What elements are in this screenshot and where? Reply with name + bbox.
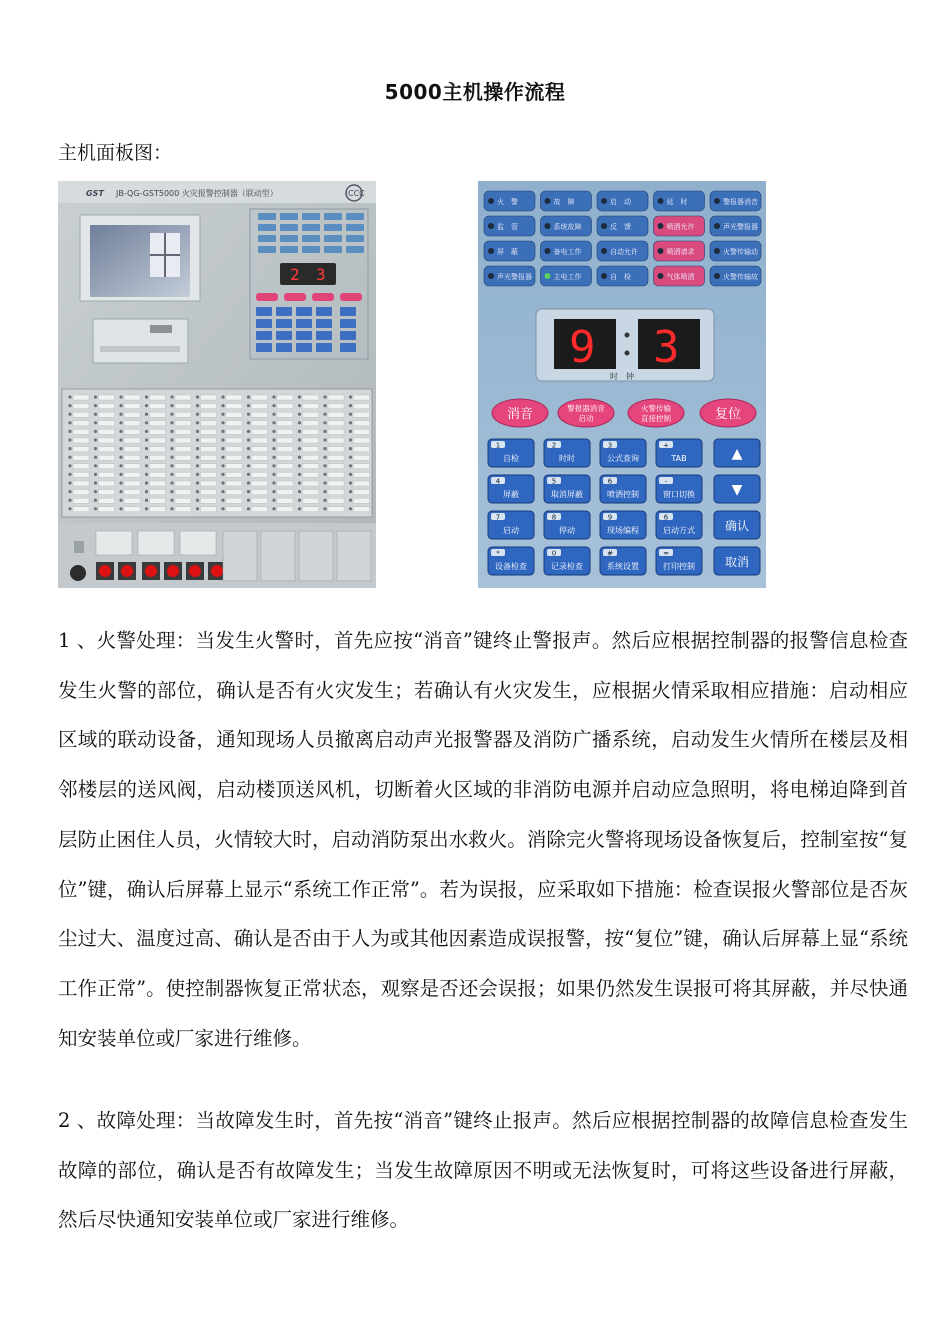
function-red-button[interactable] [492, 399, 548, 427]
svg-text:9: 9 [569, 322, 596, 373]
model-label: JB-QG-GST5000 火灾报警控制器（联动型） [116, 189, 278, 198]
page-title: 5000主机操作流程 [384, 80, 566, 104]
svg-text:直接控制: 直接控制 [641, 414, 671, 423]
function-red-button[interactable] [628, 399, 684, 427]
svg-text:0: 0 [551, 549, 557, 558]
keypad-key[interactable] [656, 511, 702, 539]
svg-text:2: 2 [551, 441, 557, 450]
status-indicator-label: 警报器消音 [723, 198, 758, 206]
svg-text:记录检查: 记录检查 [551, 562, 583, 571]
svg-text:自检: 自检 [503, 454, 519, 463]
status-indicator-label: 火 警 [497, 198, 518, 206]
svg-text:打印控制: 打印控制 [663, 562, 695, 571]
svg-text:复位: 复位 [714, 407, 742, 422]
operating-panel-photo [478, 181, 766, 588]
svg-text:▲: ▲ [731, 446, 743, 462]
svg-text:系统设置: 系统设置 [607, 562, 639, 571]
brand-logo: GST [86, 189, 104, 198]
svg-text:3: 3 [653, 322, 680, 373]
status-indicator-label: 喷洒允许 [666, 223, 695, 231]
panel-figure-heading: 主机面板图： [58, 142, 173, 164]
svg-text:1: 1 [495, 441, 501, 450]
svg-text:=: = [663, 549, 669, 558]
status-indicator-label: 火警传输动 [723, 248, 758, 256]
svg-text:CCC: CCC [348, 189, 365, 198]
printer-slot [93, 319, 188, 363]
svg-text:消音: 消音 [506, 407, 534, 422]
keypad-key[interactable] [544, 439, 590, 467]
function-red-button[interactable] [700, 399, 756, 427]
status-indicator-label: 监 管 [497, 223, 518, 231]
svg-text:5: 5 [551, 477, 557, 486]
svg-text:9: 9 [607, 513, 613, 522]
function-red-button[interactable] [558, 399, 614, 427]
svg-text:现场编程: 现场编程 [607, 526, 639, 535]
status-indicator-label: 反 馈 [610, 223, 631, 231]
status-indicator-label: 自 检 [610, 273, 631, 281]
svg-text:取消: 取消 [724, 555, 750, 569]
clock-label: 时 钟 [610, 372, 634, 381]
keypad-key[interactable] [544, 475, 590, 503]
keypad-key[interactable] [600, 439, 646, 467]
svg-text:停动: 停动 [559, 526, 575, 535]
svg-text:▼: ▼ [731, 482, 743, 498]
svg-text:警报器消音: 警报器消音 [567, 404, 605, 413]
status-indicator-label: 启 动 [610, 198, 631, 206]
keypad-key[interactable] [488, 439, 534, 467]
status-indicator-label: 声光警报器 [723, 223, 758, 231]
arrow-up-key[interactable] [714, 439, 760, 467]
keypad-key[interactable] [544, 547, 590, 575]
status-indicator-label: 气体喷洒 [666, 273, 695, 281]
controller-cabinet-photo [58, 181, 376, 588]
mini-clock-display [280, 263, 336, 285]
svg-text:公式查询: 公式查询 [607, 454, 639, 463]
svg-text:窗口切换: 窗口切换 [663, 490, 695, 499]
keypad-key[interactable] [600, 511, 646, 539]
keypad-key[interactable] [656, 439, 702, 467]
svg-text:启动方式: 启动方式 [663, 526, 695, 535]
confirm-key[interactable] [714, 511, 760, 539]
status-indicator-label: 系统故障 [553, 223, 582, 231]
svg-text:TAB: TAB [671, 454, 687, 463]
svg-text:启动: 启动 [578, 414, 594, 423]
svg-text:喷洒控制: 喷洒控制 [607, 490, 639, 499]
svg-text:2: 2 [290, 265, 300, 284]
svg-text:7: 7 [495, 513, 501, 522]
keypad-key[interactable] [656, 475, 702, 503]
status-indicator-label: 屏 蔽 [497, 248, 518, 256]
fault-procedure-paragraph: 2 、故障处理：当故障发生时，首先按“消音”键终止报声。然后应根据控制器的故障信息检查发生故障的部位，确认是否有故障发生；当发生故障原因不明或无法恢复时，可将这些设备进行屏蔽，然后尽快通知安装单位或厂家进行维修。 [58, 1109, 908, 1232]
status-indicator-label: 主电工作 [553, 273, 582, 281]
status-indicator-label: 火警传输故 [723, 273, 758, 281]
arrow-down-key[interactable] [714, 475, 760, 503]
keypad-key[interactable] [488, 511, 534, 539]
svg-text:*: * [496, 549, 500, 558]
svg-text:取消屏蔽: 取消屏蔽 [551, 490, 583, 499]
status-indicator-label: 自动允许 [610, 248, 638, 256]
keypad-key[interactable] [600, 475, 646, 503]
status-indicator-label: 声光警报器 [497, 273, 532, 281]
svg-text:6: 6 [663, 513, 669, 522]
fire-alarm-procedure-paragraph: 1 、火警处理：当发生火警时，首先应按“消音”键终止警报声。然后应根据控制器的报警信息检查发生火警的部位，确认是否有火灾发生；若确认有火灾发生，应根据火情采取相应措施：启动相应区域的联动设备，通知现场人员撤离启动声光报警器及消防广播系统，启动发生火情所在楼层及相邻楼层的送风阀，启动楼顶送风机，切断着火区域的非消防电源并启动应急照明，将电梯迫降到首层防止困住人员，火情较大时，启动消防泵出水救火。消除完火警将现场设备恢复后，控制室按“复位”键，确认后屏幕上显示“系统工作正常”。若为误报，应采取如下措施：检查误报火警部位是否灰尘过大、温度过高、确认是否由于人为或其他因素造成误报警，按“复位”键，确认后屏幕上显“系统工作正常”。使控制器恢复正常状态，观察是否还会误报；如果仍然发生误报可将其屏蔽，并尽快通知安装单位或厂家进行维修。 [58, 629, 908, 1050]
svg-text:#: # [607, 549, 613, 558]
svg-text:启动: 启动 [503, 526, 519, 535]
status-indicator-label: 故 障 [553, 198, 575, 206]
keypad-key[interactable] [544, 511, 590, 539]
svg-text:3: 3 [607, 441, 613, 450]
svg-text:确认: 确认 [724, 519, 750, 533]
keypad-key[interactable] [656, 547, 702, 575]
keypad-key[interactable] [488, 475, 534, 503]
svg-text:屏蔽: 屏蔽 [503, 490, 519, 499]
keypad-key[interactable] [488, 547, 534, 575]
status-indicator-label: 备电工作 [553, 248, 582, 256]
svg-text:设备检查: 设备检查 [495, 562, 527, 571]
svg-text:8: 8 [551, 513, 557, 522]
svg-text:时时: 时时 [559, 454, 575, 463]
svg-text:3: 3 [316, 265, 326, 284]
svg-text:-: - [664, 477, 668, 486]
svg-text:4: 4 [495, 477, 501, 486]
status-indicator-label: 延 时 [666, 198, 688, 206]
svg-text:火警传输: 火警传输 [641, 404, 671, 413]
keypad-key[interactable] [600, 547, 646, 575]
svg-text:6: 6 [607, 477, 613, 486]
status-indicator-label: 喷洒请求 [666, 248, 695, 256]
svg-text:+: + [663, 441, 669, 450]
cancel-key[interactable] [714, 547, 760, 575]
